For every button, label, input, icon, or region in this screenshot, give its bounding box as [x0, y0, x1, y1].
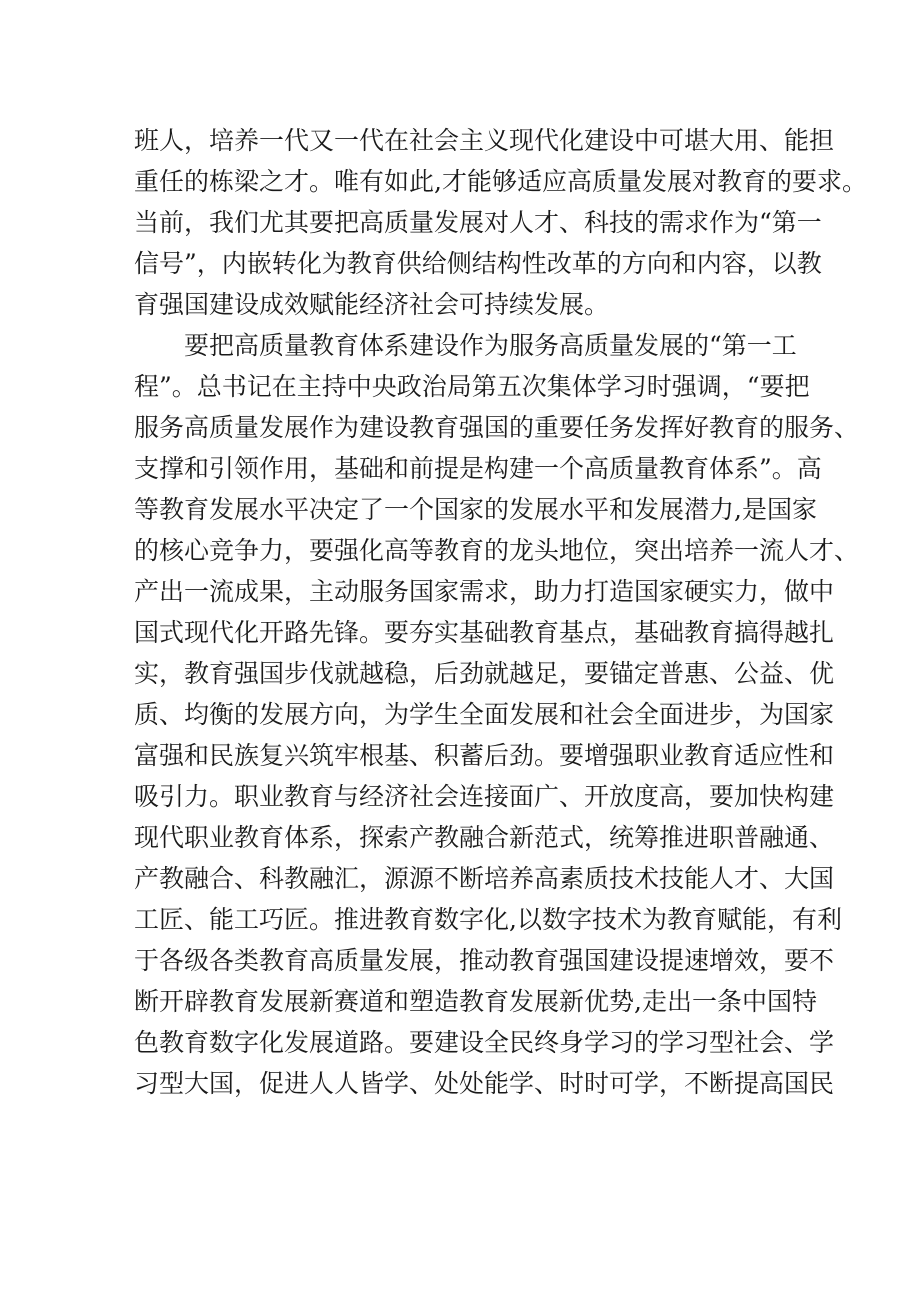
text-line: 现代职业教育体系，探索产教融合新范式，统筹推进职普融通、 [134, 823, 835, 852]
text-line: 产教融合、科教融汇，源源不断培养高素质技术技能人才、大国 [134, 864, 835, 893]
text-line: 的核心竞争力，要强化高等教育的龙头地位，突出培养一流人才、 [134, 536, 860, 565]
text-line: 重任的栋梁之才。唯有如此,才能够适应高质量发展对教育的要求。 [134, 167, 867, 196]
text-line: 信号”，内嵌转化为教育供给侧结构性改革的方向和内容，以教 [134, 249, 822, 278]
text-line: 当前，我们尤其要把高质量发展对人才、科技的需求作为“第一 [134, 208, 822, 237]
text-line: 育强国建设成效赋能经济社会可持续发展。 [134, 290, 610, 319]
text-line: 于各级各类教育高质量发展，推动教育强国建设提速增效，要不 [134, 946, 835, 975]
body-text [134, 120, 867, 1104]
text-line: 等教育发展水平决定了一个国家的发展水平和发展潜力,是国家 [134, 495, 817, 524]
text-line: 断开辟教育发展新赛道和塑造教育发展新优势,走出一条中国特 [134, 987, 817, 1016]
text-line: 服务高质量发展作为建设教育强国的重要任务发挥好教育的服务、 [134, 413, 860, 442]
text-line: 程”。总书记在主持中央政治局第五次集体学习时强调，“要把 [134, 372, 810, 401]
text-line: 产出一流成果，主动服务国家需求，助力打造国家硬实力，做中 [134, 577, 835, 606]
text-line: 吸引力。职业教育与经济社会连接面广、开放度高，要加快构建 [134, 782, 835, 811]
paragraph-2 [134, 325, 860, 1104]
text-line: 质、均衡的发展方向，为学生全面发展和社会全面进步，为国家 [134, 700, 835, 729]
text-line: 支撑和引领作用，基础和前提是构建一个高质量教育体系”。高 [134, 454, 822, 483]
text-line: 要把高质量教育体系建设作为服务高质量发展的“第一工 [184, 331, 797, 360]
text-line: 习型大国，促进人人皆学、处处能学、时时可学，不断提高国民 [134, 1069, 835, 1098]
text-line: 富强和民族复兴筑牢根基、积蓄后劲。要增强职业教育适应性和 [134, 741, 835, 770]
text-line: 实，教育强国步伐就越稳，后劲就越足，要锚定普惠、公益、优 [134, 659, 835, 688]
text-line: 工匠、能工巧匠。推进教育数字化,以数字技术为教育赋能，有利 [134, 905, 842, 934]
paragraph-1 [134, 120, 867, 325]
text-line: 班人，培养一代又一代在社会主义现代化建设中可堪大用、能担 [134, 126, 835, 155]
text-line: 色教育数字化发展道路。要建设全民终身学习的学习型社会、学 [134, 1028, 835, 1057]
text-line: 国式现代化开路先锋。要夯实基础教育基点，基础教育搞得越扎 [134, 618, 835, 647]
